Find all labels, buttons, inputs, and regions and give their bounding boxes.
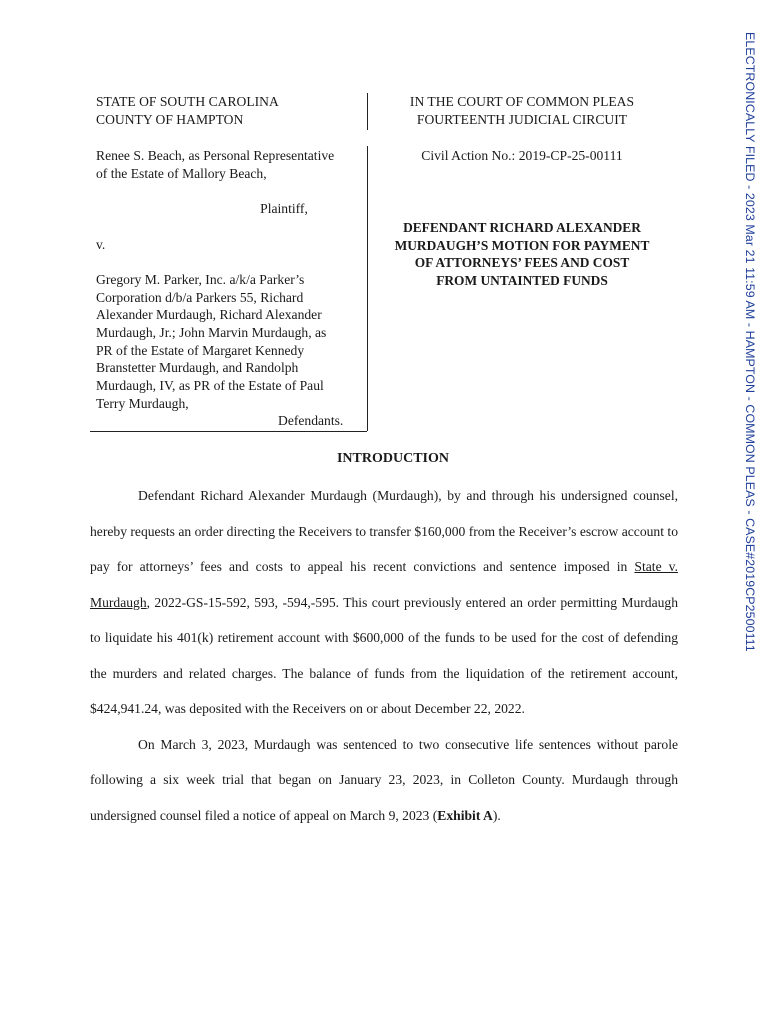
state-name: STATE OF SOUTH CAROLINA	[96, 94, 279, 109]
case-citation: State v. Murdaugh	[90, 559, 678, 610]
body-text	[90, 478, 678, 833]
defendants-line: Alexander Murdaugh, Richard Alexander	[96, 307, 322, 323]
plaintiff-line-1: Renee S. Beach, as Personal Representative	[96, 148, 335, 163]
defendants-line: Corporation d/b/a Parkers 55, Richard	[96, 289, 304, 305]
judicial-circuit: FOURTEENTH JUDICIAL CIRCUIT	[416, 112, 628, 127]
defendants-line: Murdaugh, IV, as PR of the Estate of Paul	[96, 378, 324, 394]
court-name: IN THE COURT OF COMMON PLEAS	[409, 94, 635, 109]
caption-divider-top	[367, 93, 368, 130]
defendants-label: Defendants.	[278, 413, 344, 429]
caption-divider	[367, 146, 368, 431]
motion-title-line: DEFENDANT RICHARD ALEXANDER	[403, 220, 641, 235]
versus: v.	[96, 237, 106, 253]
caption-parties	[96, 147, 362, 430]
defendants-line: Murdaugh, Jr.; John Marvin Murdaugh, as	[96, 324, 327, 340]
intro-paragraph-2	[90, 727, 678, 834]
defendants-line: Terry Murdaugh,	[96, 395, 189, 411]
paragraph-text: , 2022-GS-15-592, 593, -594,-595. This court previously entered an order permitting Murdaugh to liquidate his 401(k) retirement account with $600,000 of the funds to be used for the cost of defending the murders and related charges. The balance of funds from the liquidation of the retirement account, $424,941.24, was deposited with the Receivers on or about December 22, 2022.	[90, 594, 678, 716]
motion-title	[376, 219, 668, 289]
exhibit-reference: Exhibit A	[437, 807, 493, 823]
motion-title-line: OF ATTORNEYS’ FEES AND COST	[414, 255, 630, 271]
plaintiff-line-2: of the Estate of Mallory Beach,	[96, 165, 267, 181]
motion-title-line: FROM UNTAINTED FUNDS	[436, 272, 608, 288]
paragraph-text: Defendant Richard Alexander Murdaugh (Murdaugh), by and through his undersigned counsel, hereby requests an order directing the Receivers to transfer $160,000 from the Receiver’s escrow account to pay for attorneys’ fees and costs to appeal his recent convictions and sentence imposed in	[90, 488, 678, 574]
defendants-line: PR of the Estate of Margaret Kennedy	[96, 342, 305, 358]
filing-stamp	[741, 32, 759, 676]
filing-stamp-text: ELECTRONICALLY FILED - 2023 Mar 21 11:59 AM - HAMPTON - COMMON PLEAS - CASE#2019CP2500111	[743, 32, 757, 652]
defendants-line: Branstetter Murdaugh, and Randolph	[96, 360, 299, 376]
paragraph-text: ).	[492, 807, 501, 823]
civil-action-number: Civil Action No.: 2019-CP-25-00111	[421, 148, 623, 163]
paragraph-text: On March 3, 2023, Murdaugh was sentenced to two consecutive life sentences without parole following a six week trial that began on January 23, 2023, in Colleton County. Murdaugh through undersigned counsel filed a notice of appeal on March 9, 2023 (	[90, 736, 678, 823]
defendants-line: Gregory M. Parker, Inc. a/k/a Parker’s	[96, 271, 305, 287]
defendants-list	[96, 271, 362, 413]
intro-paragraph-1	[90, 478, 678, 727]
caption-underline	[90, 431, 367, 432]
plaintiff-label: Plaintiff,	[260, 201, 308, 217]
introduction-heading: INTRODUCTION	[336, 451, 449, 466]
county-name: COUNTY OF HAMPTON	[96, 112, 244, 127]
motion-title-line: MURDAUGH’S MOTION FOR PAYMENT	[394, 237, 650, 253]
